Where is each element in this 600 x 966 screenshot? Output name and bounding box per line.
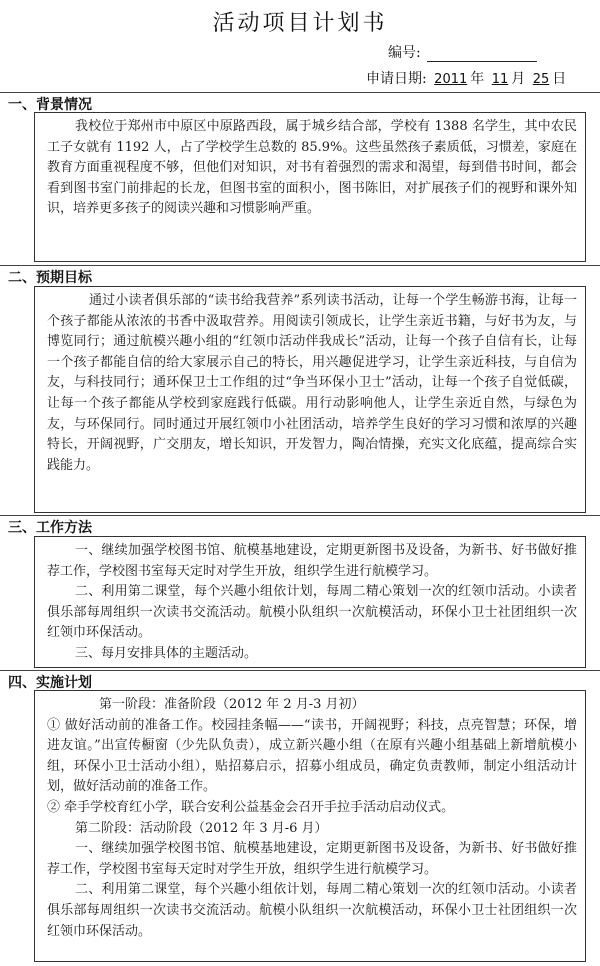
methods-item-1: 一、继续加强学校图书馆、航模基地建设，定期更新图书及设备，为新书、好书做好推荐工作，学校图书室每天定时对学生开放，组织学生进行航模学习。 bbox=[47, 543, 577, 579]
date-day: 25 bbox=[532, 72, 550, 87]
date-year-unit: 年 bbox=[470, 71, 485, 87]
background-text: 我校位于郑州市中原区中原路西段，属于城乡结合部，学校有 1388 名学生，其中农民工子女就有 1192 人，占了学校学生总数的 85.9%。这些虽然孩子素质低，习惯差，家庭在教育方面重视程度不够，但他们对知识，对书有着强烈的需求和渴望，每到借书时间，都会看到图书室门前排起的长龙，但图书室的面积小，图书陈旧，对扩展孩子们的视野和课外知识，培养更多孩子的阅读兴趣和习惯影响严重。 bbox=[47, 119, 577, 217]
stage2-item-1: 一、继续加强学校图书馆、航模基地建设，定期更新图书及设备，为新书、好书做好推荐工作，学校图书室每天定时对学生开放，组织学生进行航模学习。 bbox=[47, 841, 577, 877]
section-heading-goals: 二、预期目标 bbox=[8, 270, 92, 286]
application-date bbox=[366, 68, 566, 88]
number-field bbox=[388, 42, 537, 62]
goals-box bbox=[34, 286, 586, 513]
methods-item-3: 三、每月安排具体的主题活动。 bbox=[75, 645, 258, 661]
background-box bbox=[34, 112, 586, 262]
plan-box bbox=[34, 690, 586, 962]
stage1-item-2: ② 牵手学校育红小学，联合安利公益基金会召开手拉手活动启动仪式。 bbox=[47, 799, 455, 815]
document-title: 活动项目计划书 bbox=[212, 11, 388, 36]
section-heading-background: 一、背景情况 bbox=[8, 97, 92, 113]
date-year: 2011 bbox=[434, 72, 468, 87]
divider bbox=[0, 515, 600, 516]
divider bbox=[0, 92, 600, 93]
date-month: 11 bbox=[491, 72, 509, 87]
stage2-title: 第二阶段：活动阶段（2012 年 3 月-6 月） bbox=[75, 820, 328, 836]
section-heading-methods: 三、工作方法 bbox=[8, 520, 92, 536]
divider bbox=[0, 265, 600, 266]
date-day-unit: 日 bbox=[552, 71, 567, 87]
methods-item-2: 二、利用第二课堂，每个兴趣小组依计划，每周二精心策划一次的红领巾活动。小读者俱乐部每周组织一次读书交流活动。航模小队组织一次航模活动，环保小卫士社团组织一次红领巾环保活动。 bbox=[47, 584, 577, 641]
methods-box bbox=[34, 536, 586, 668]
number-blank bbox=[427, 47, 537, 62]
number-label: 编号: bbox=[388, 45, 421, 61]
divider bbox=[0, 670, 600, 671]
date-label: 申请日期: bbox=[366, 71, 427, 87]
section-heading-plan: 四、实施计划 bbox=[8, 675, 92, 691]
date-month-unit: 月 bbox=[511, 71, 526, 87]
goals-text: 通过小读者俱乐部的“读书给我营养”系列读书活动，让每一个学生畅游书海，让每一个孩子都能从浓浓的书香中汲取营养。用阅读引领成长，让学生亲近书籍，与好书为友，与博览同行；通过航模兴趣小组的“红领巾活动伴我成长”活动，让每一个孩子自信有长，让每一个孩子都能自信的给大家展示自己的特长，用兴趣促进学习，让学生亲近科技，与自信为友，与科技同行；通环保卫士工作组的过“争当环保小卫士”活动，让每一个孩子自觉低碳，让每一个孩子都能从学校到家庭践行低碳。用行动影响他人，让学生亲近自然，与绿色为友，与环保同行。同时通过开展红领巾小社团活动，培养学生良好的学习习惯和浓厚的兴趣特长，开阔视野，广交朋友，增长知识，开发智力，陶冶情操，充实文化底蕴，提高综合实践能力。 bbox=[47, 293, 577, 473]
stage2-item-2: 二、利用第二课堂，每个兴趣小组依计划，每周二精心策划一次的红领巾活动。小读者俱乐部每周组织一次读书交流活动。航模小队组织一次航模活动，环保小卫士社团组织一次红领巾环保活动。 bbox=[47, 882, 577, 939]
stage1-title: 第一阶段：准备阶段（2012 年 2 月-3 月初） bbox=[99, 697, 365, 712]
stage1-item-1: ① 做好活动前的准备工作。校园挂条幅——“读书，开阔视野；科技，点亮智慧；环保，增进友谊。”出宣传橱窗（少先队负责），成立新兴趣小组（在原有兴趣小组基础上新增航模小组，环保小卫士活动小组），贴招募启示，招募小组成员，确定负责教师，制定小组活动计划，做好活动前的准备工作。 bbox=[47, 717, 577, 795]
